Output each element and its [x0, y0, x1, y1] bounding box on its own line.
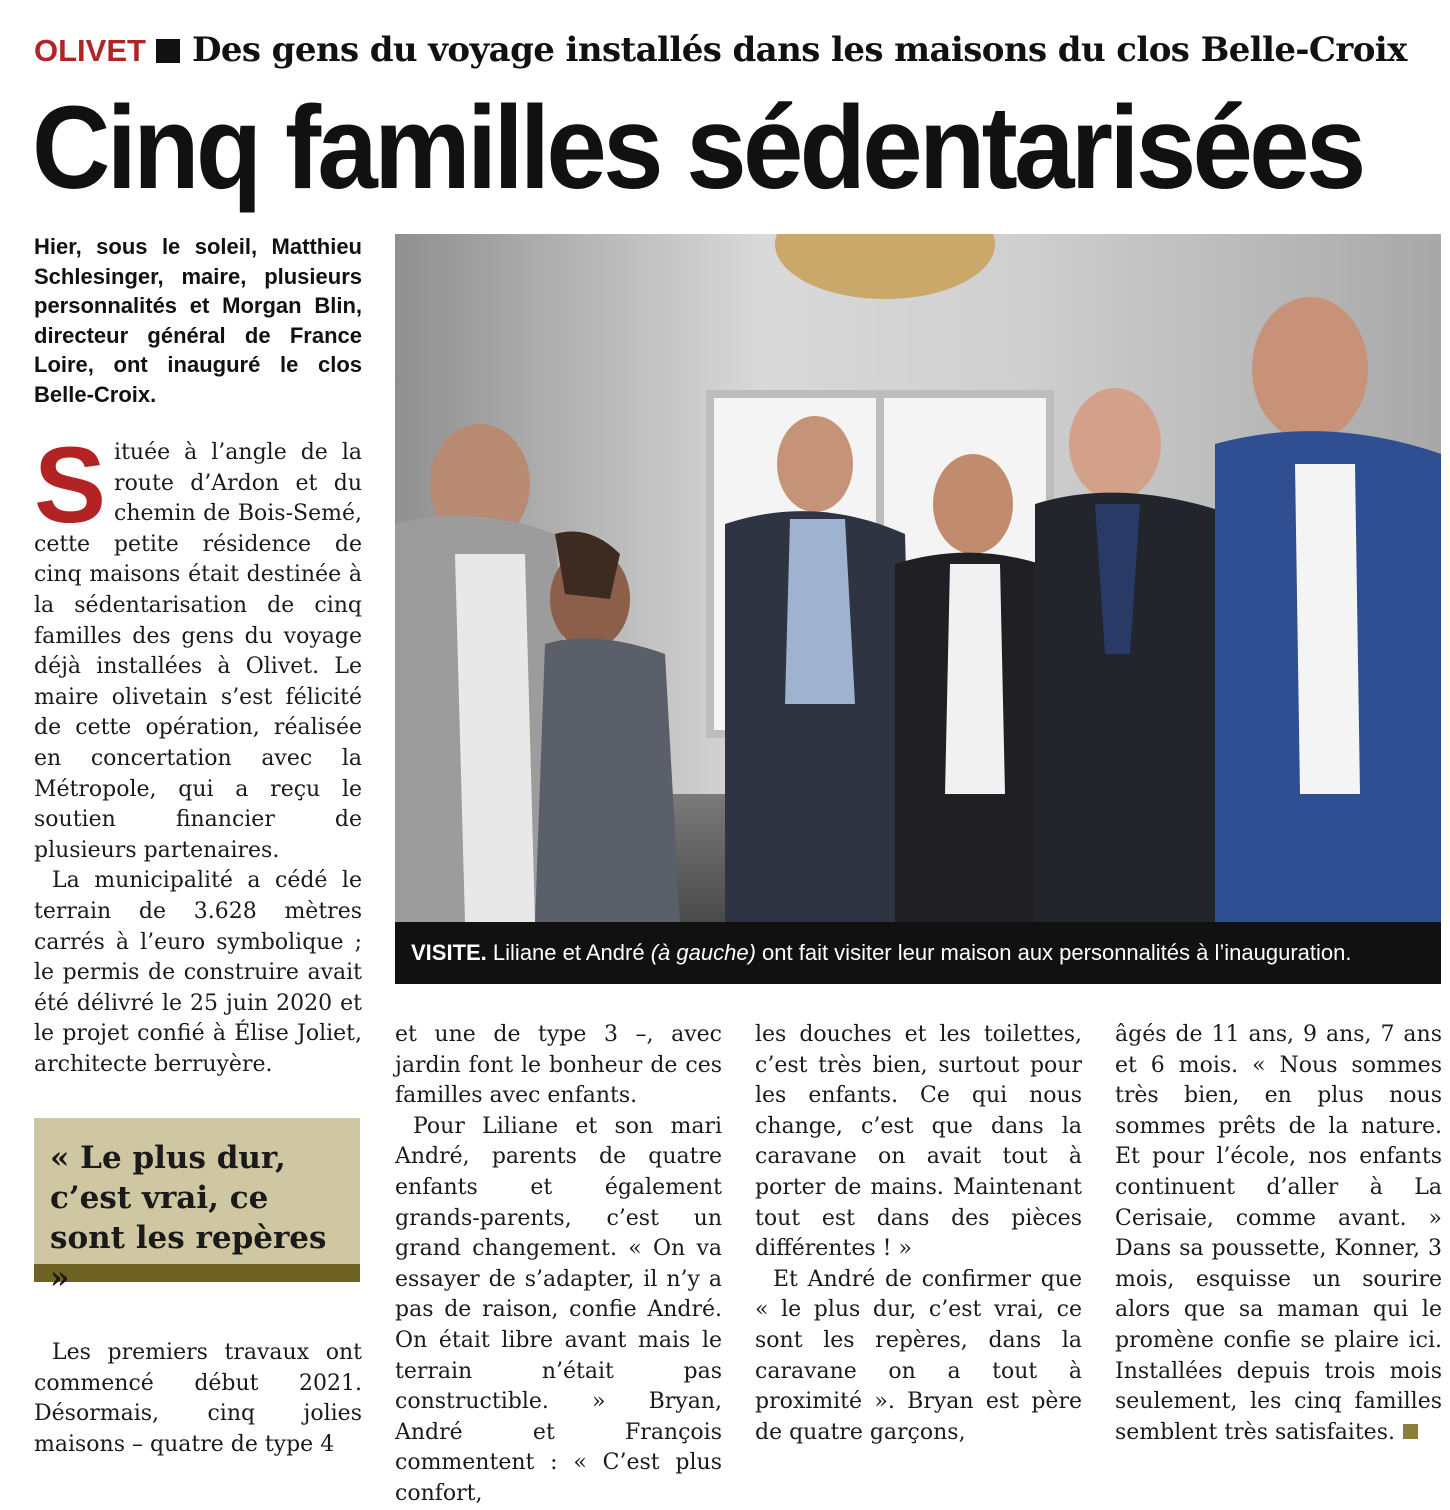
article-paragraph-3: Les premiers travaux ont commencé début 2021. Désormais, cinq jolies maisons – quatre de type 4 — [34, 1340, 362, 1457]
article-paragraph-2: La municipalité a cédé le terrain de 3.628 mètres carrés à l’euro symbolique ; le permis de construire avait été délivré le 25 juin 2020 et le projet confié à Élise Joliet, architecte berruyère. — [34, 868, 362, 1077]
pull-quote — [34, 1118, 360, 1296]
kicker-location: OLIVET — [34, 33, 146, 68]
article-column-4 — [1115, 1020, 1442, 1448]
article-paragraph-1: Située à l’angle de la route d’Ardon et du chemin de Bois-Semé, cette petite résidence de cinq maisons était destinée à la sédentarisation de cinq familles des gens du voyage déjà installées à Olivet. Le maire olivetain s’est félicité de cette opération, réalisée en concertation avec la Métropole, qui a reçu le soutien financier de plusieurs partenaires. — [34, 424, 362, 863]
headline: Cinq familles sédentarisées — [32, 82, 1363, 214]
article-photo — [395, 234, 1441, 922]
article-paragraph-col3-1: les douches et les toilettes, c’est très bien, surtout pour les enfants. Ce qui nous change, c’est que dans la caravane on avait tout à porter de mains. Maintenant tout est dans des pièces différentes ! » — [755, 1022, 1082, 1262]
article-paragraph-col4-1: âgés de 11 ans, 9 ans, 7 ans et 6 mois. « Nous sommes très bien, en plus nous sommes prêts de la nature. Et pour l’école, nos enfants continuent d’aller à La Cerisaie, comme avant. » Dans sa poussette, Konner, 3 mois, esquisse un sourire alors que sa maman qui le promène confie se plaire ici. Installées depuis trois mois seulement, les cinq familles semblent très satisfaites. — [1115, 1022, 1442, 1445]
article-column-1-top — [34, 424, 362, 1080]
article-column-2 — [395, 1020, 722, 1510]
article-column-1-bottom — [34, 1338, 362, 1460]
caption-text-b: ont fait visiter leur maison aux personnalités à l’inauguration. — [762, 940, 1352, 965]
pull-quote-text: « Le plus dur, c’est vrai, ce sont les repères » — [50, 1140, 327, 1296]
photo-caption — [395, 922, 1441, 984]
caption-text-a: Liliane et André — [492, 940, 645, 965]
kicker-square-icon — [156, 39, 180, 63]
caption-text-italic: (à gauche) — [650, 940, 756, 965]
caption-label: VISITE. — [411, 940, 487, 965]
article-paragraph-col3-2: Et André de confirmer que « le plus dur, c’est vrai, ce sont les repères, dans la caravane on a tout à proximité ». Bryan est père de quatre garçons, — [755, 1266, 1082, 1445]
end-of-article-square-icon — [1403, 1424, 1418, 1439]
kicker — [34, 28, 1434, 72]
photo-illustration — [395, 234, 1441, 922]
dropcap: S — [34, 424, 107, 545]
kicker-subtitle: Des gens du voyage installés dans les maisons du clos Belle-Croix — [191, 30, 1407, 70]
article-paragraph-col2-2: Pour Liliane et son mari André, parents de quatre enfants et également grands-parents, c’est un grand changement. « On va essayer de s’adapter, il n’y a pas de raison, confie André. On était libre avant mais le terrain n’était pas constructible. » Bryan, André et François commentent : « C’est plus confort, — [395, 1113, 722, 1506]
article-paragraph-col2-1: et une de type 3 –, avec jardin font le bonheur de ces familles avec enfants. — [395, 1022, 722, 1109]
article-column-3 — [755, 1020, 1082, 1448]
lead-paragraph: Hier, sous le soleil, Matthieu Schlesinger, maire, plusieurs personnalités et Morgan Blin, directeur général de France Loire, ont inauguré le clos Belle-Croix. — [34, 234, 362, 407]
